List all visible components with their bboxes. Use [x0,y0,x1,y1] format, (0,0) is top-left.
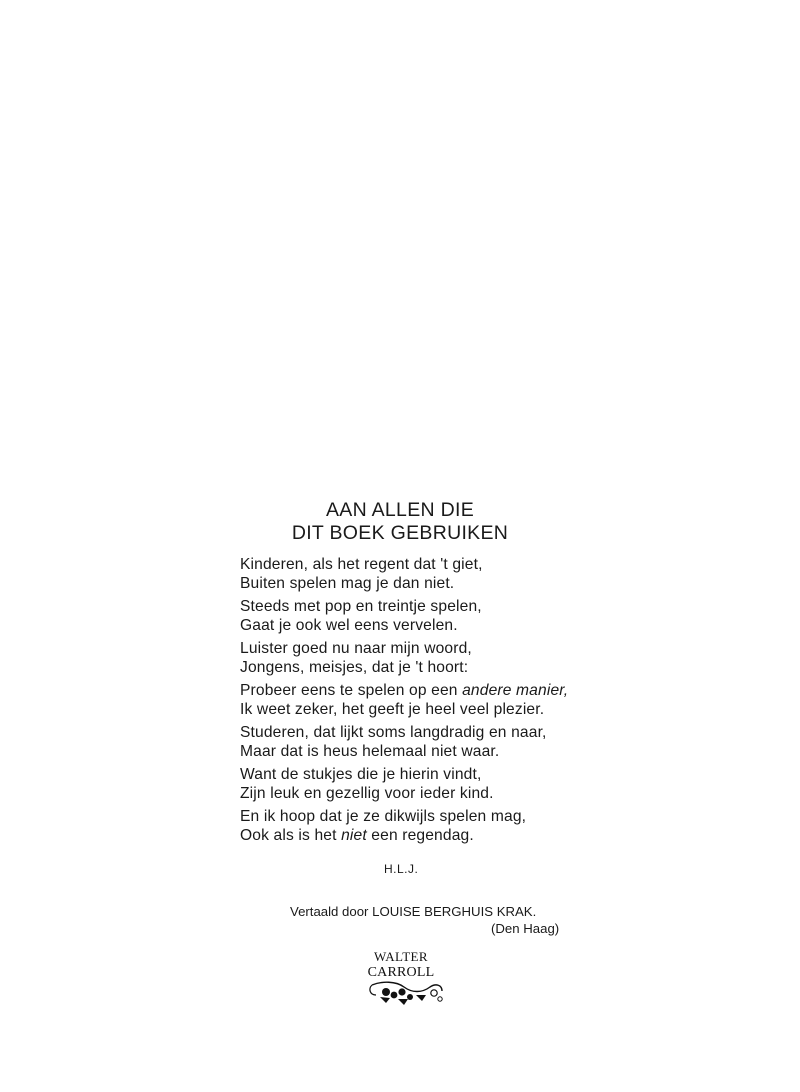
title-line-1: AAN ALLEN DIE [325,499,475,522]
logo-line-2: CARROLL [367,965,435,980]
poem-line: Maar dat is heus helemaal niet waar. [240,743,500,760]
translator-credit: Vertaald door LOUISE BERGHUIS KRAK. [290,904,537,919]
poem-line: Want de stukjes die je hierin vindt, [240,766,482,783]
poem-line: En ik hoop dat je ze dikwijls spelen mag, [240,808,527,825]
page-title [0,499,800,545]
stanza-6 [240,765,568,803]
poem-emphasis: andere manier, [462,682,569,699]
title-line-2: DIT BOEK GEBRUIKEN [291,522,509,545]
poem-line: Ik weet zeker, het geeft je heel veel plezier. [240,701,545,718]
poem [240,555,568,849]
poem-text: Ook als is het [240,827,342,844]
stanza-7 [240,807,568,845]
author-initials: H.L.J. [384,862,419,876]
poem-line: Buiten spelen mag je dan niet. [240,575,455,592]
poem-line: Gaat je ook wel eens vervelen. [240,617,458,634]
stanza-2 [240,597,568,635]
poem-emphasis: niet [341,827,367,844]
poem-line [240,826,568,845]
floral-ornament-icon [356,979,448,1007]
poem-line: Steeds met pop en treintje spelen, [240,598,482,615]
translator-city: (Den Haag) [491,921,560,936]
poem-text: Probeer eens te spelen op een [240,682,463,699]
poem-text: een regendag. [366,827,474,844]
poem-line: Jongens, meisjes, dat je 't hoort: [240,659,469,676]
stanza-4 [240,681,568,719]
poem-line: Zijn leuk en gezellig voor ieder kind. [240,785,494,802]
stanza-1 [240,555,568,593]
stanza-5 [240,723,568,761]
logo-line-1: WALTER [374,949,428,964]
publisher-logo [356,949,456,1011]
poem-line [240,681,568,700]
poem-line: Studeren, dat lijkt soms langdradig en naar, [240,724,547,741]
poem-line: Kinderen, als het regent dat 't giet, [240,556,483,573]
stanza-3 [240,639,568,677]
poem-line: Luister goed nu naar mijn woord, [240,640,472,657]
